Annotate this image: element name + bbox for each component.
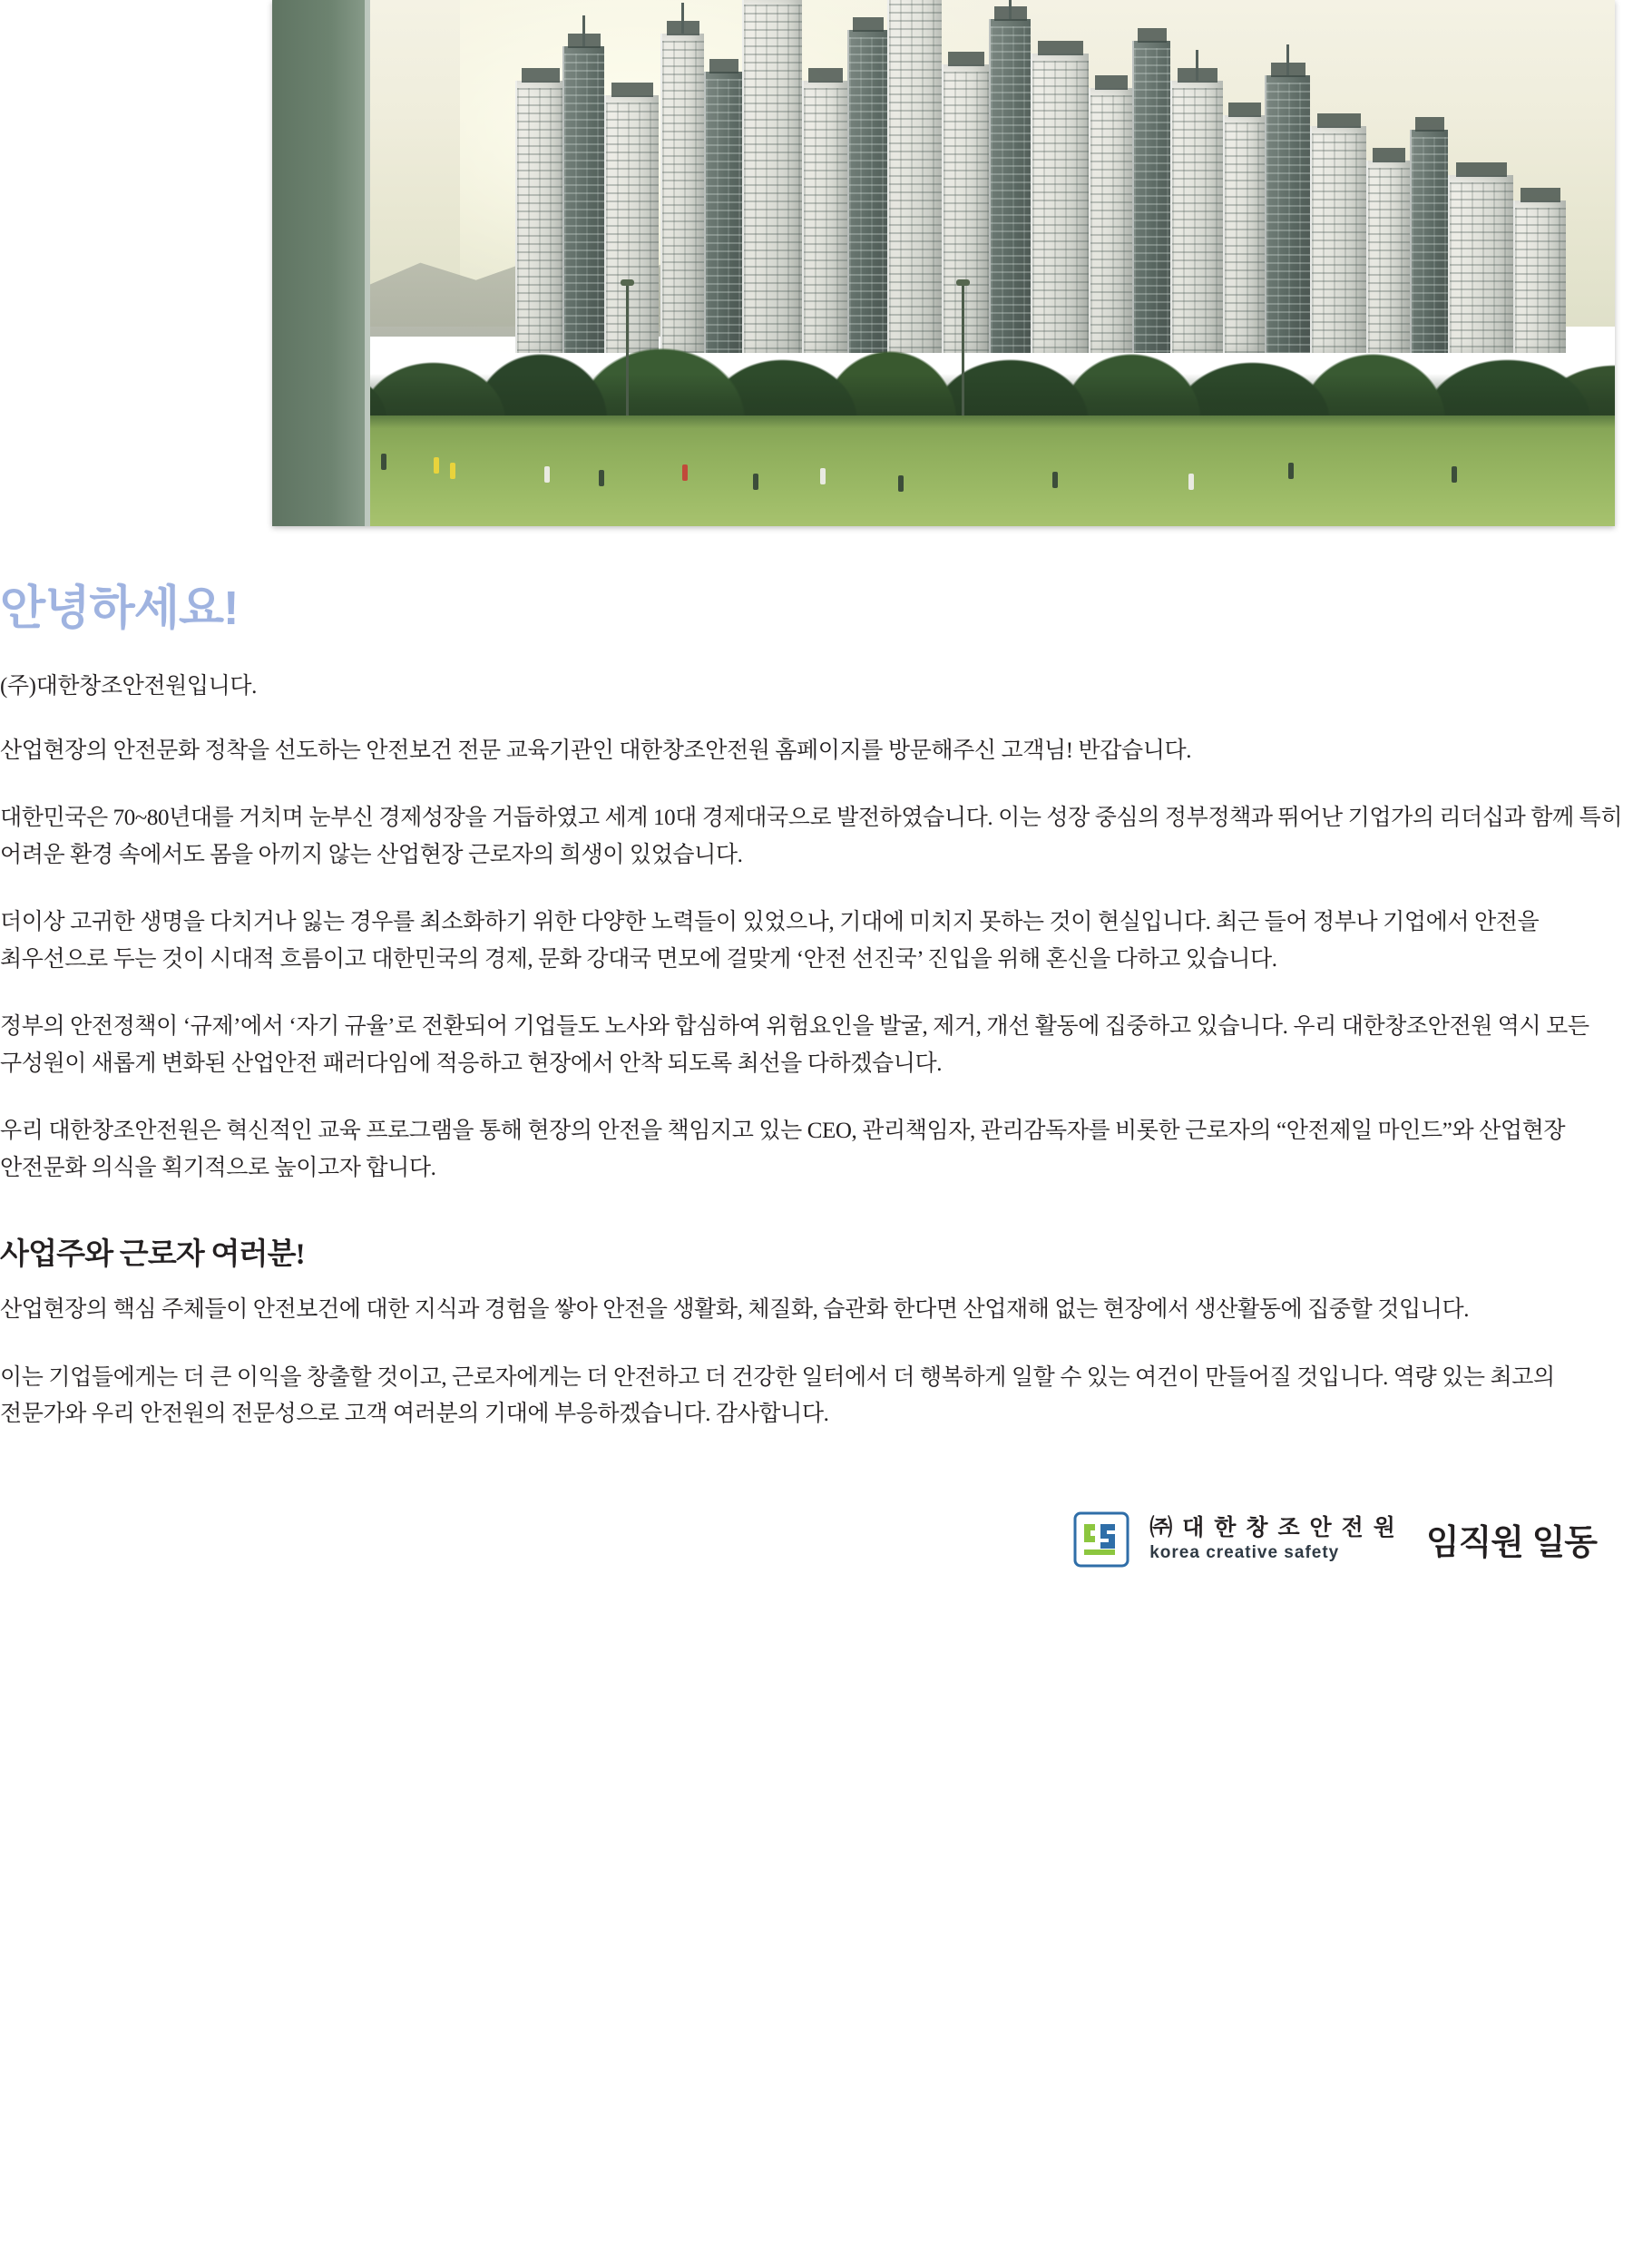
company-name-ko: ㈜ 대 한 창 조 안 전 원 [1149,1515,1397,1541]
person [1052,472,1058,488]
person [753,474,758,490]
intro-line: (주)대한창조안전원입니다. [0,674,257,699]
hero-image [272,0,1615,526]
lawn-layer [272,415,1615,526]
person [381,454,386,470]
greeting-content [0,570,1633,1568]
person [434,457,439,474]
signature-block [0,1511,1597,1568]
person [1288,463,1294,479]
person [682,464,688,481]
person [544,466,550,483]
hero-image-wrap [145,0,1488,526]
person [898,475,904,492]
staff-label: 임직원 일동 [1425,1524,1597,1563]
company-name-en: korea creative safety [1149,1543,1340,1563]
hero-left-band [272,0,370,526]
paragraph-5: 우리 대한창조안전원은 혁신적인 교육 프로그램을 통해 현장의 안전을 책임지고 있는 CEO, 관리책임자, 관리감독자를 비롯한 근로자의 “안전제일 마인드”와 산업현장 안전문화 의식을 획기적으로 높이고자 합니다. [0,1119,1566,1180]
person [1452,466,1457,483]
person [599,470,604,486]
person [820,468,826,484]
korea-creative-safety-logo-icon [1073,1511,1129,1568]
paragraph-7: 이는 기업들에게는 더 큰 이익을 창출할 것이고, 근로자에게는 더 안전하고 더 건강한 일터에서 더 행복하게 일할 수 있는 여건이 만들어질 것입니다. 역량 있는 최고의 전문가와 우리 안전원의 전문성으로 고객 여러분의 기대에 부응하겠습니다. 감사합니다. [0,1364,1555,1427]
lamp-post [962,285,964,421]
treeline-layer [272,240,1615,421]
paragraph-2: 대한민국은 70~80년대를 거치며 눈부신 경제성장을 거듭하였고 세계 10대 경제대국으로 발전하였습니다. 이는 성장 중심의 정부정책과 뛰어난 기업가의 리더십과 함께 특히 어려운 환경 속에서도 몸을 아끼지 않는 산업현장 근로자의 희생이 있었습니다. [0,806,1623,867]
person [1188,474,1194,490]
paragraph-1: 산업현장의 안전문화 정착을 선도하는 안전보건 전문 교육기관인 대한창조안전원 홈페이지를 방문해주신 고객님! 반갑습니다. [0,738,1192,763]
page-title: 안녕하세요! [0,582,239,635]
paragraph-4: 정부의 안전정책이 ‘규제’에서 ‘자기 규율’로 전환되어 기업들도 노사와 합심하여 위험요인을 발굴, 제거, 개선 활동에 집중하고 있습니다. 우리 대한창조안전원 역시 모든 구성원이 새롭게 변화된 산업안전 패러다임에 적응하고 현장에서 안착 되도록 최선을 다하겠습니다. [0,1014,1589,1076]
logo-wordmark [1149,1516,1397,1562]
paragraph-6: 산업현장의 핵심 주체들이 안전보건에 대한 지식과 경험을 쌓아 안전을 생활화, 체질화, 습관화 한다면 산업재해 없는 현장에서 생산활동에 집중할 것입니다. [0,1297,1470,1323]
person [450,463,455,479]
paragraph-3: 더이상 고귀한 생명을 다치거나 잃는 경우를 최소화하기 위한 다양한 노력들이 있었으나, 기대에 미치지 못하는 것이 현실입니다. 최근 들어 정부나 기업에서 안전을 최우선으로 두는 것이 시대적 흐름이고 대한민국의 경제, 문화 강대국 면모에 걸맞게 ‘안전 선진국’ 진입을 위해 혼신을 다하고 있습니다. [0,910,1540,972]
subheading: 사업주와 근로자 여러분! [0,1238,305,1271]
lamp-post [626,285,629,421]
